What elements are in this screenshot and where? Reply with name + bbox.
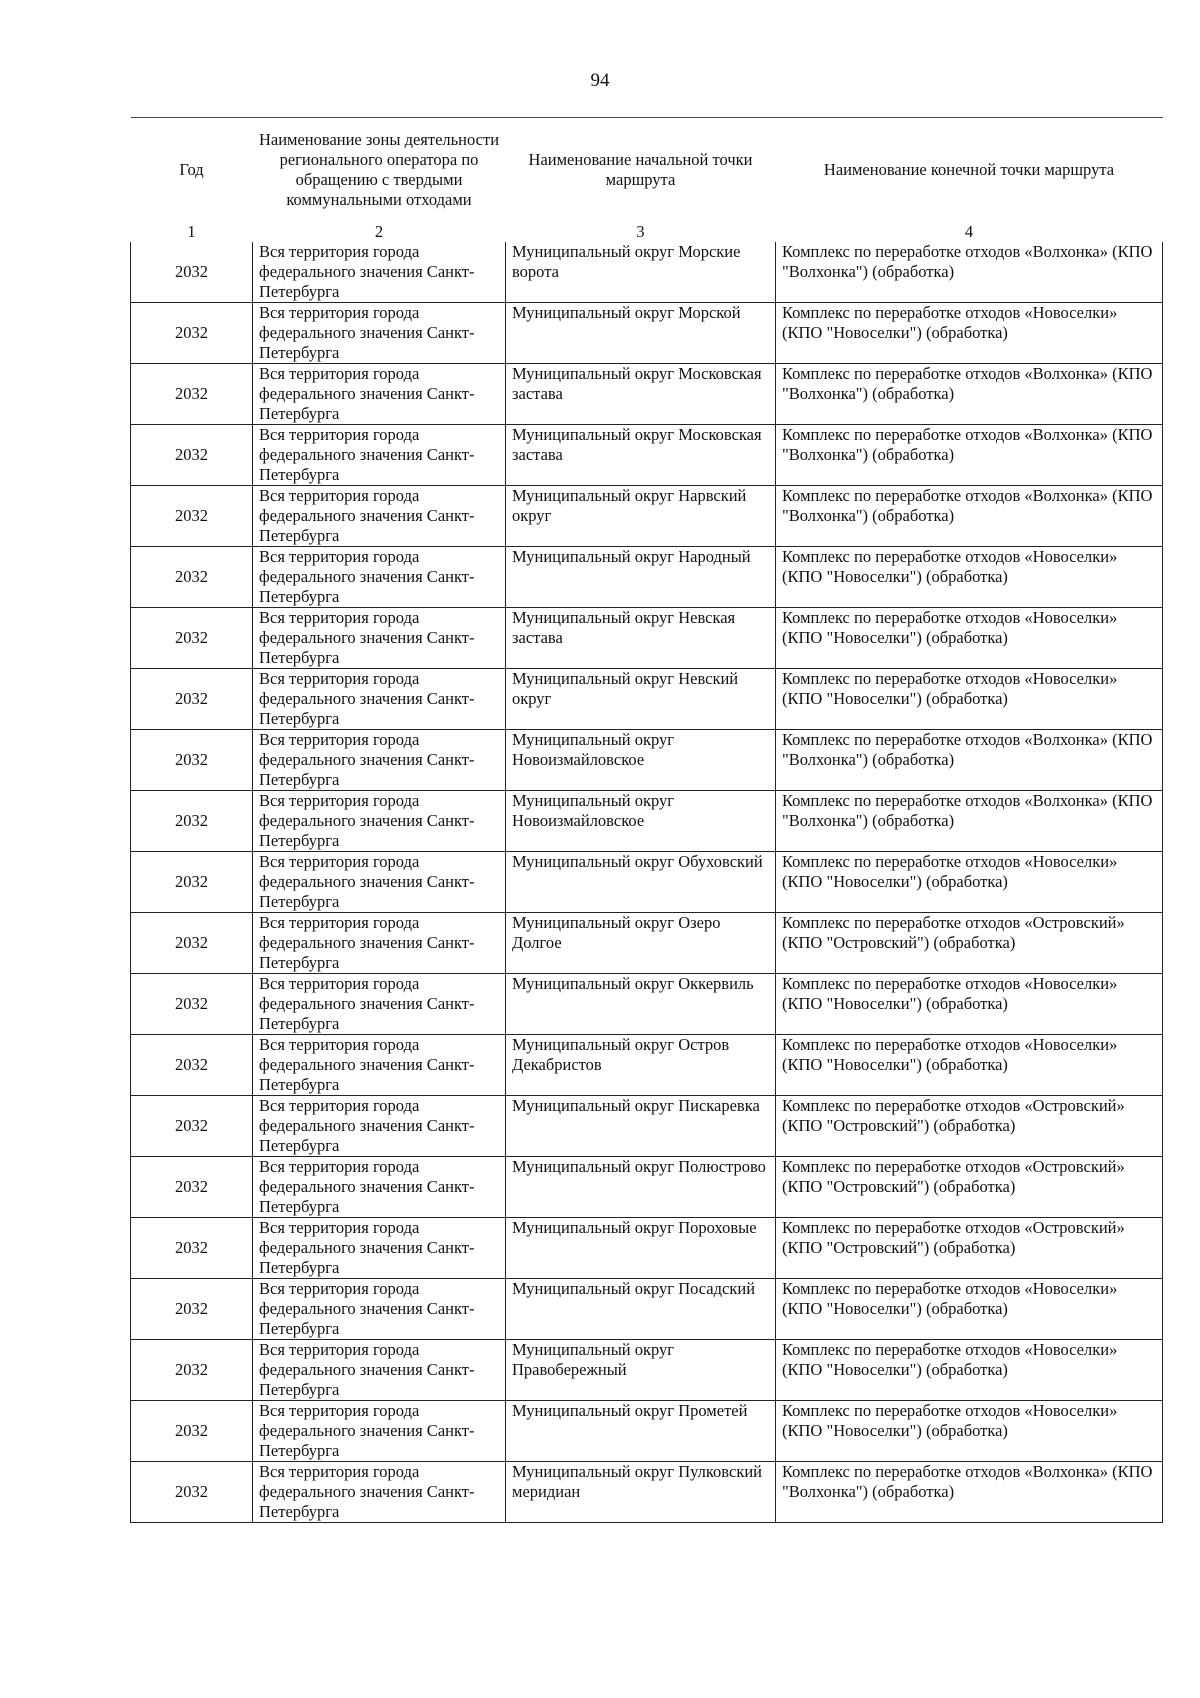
- start-point-cell: Муниципальный округ Пулковский меридиан: [506, 1462, 776, 1523]
- end-point-cell: Комплекс по переработке отходов «Островский» (КПО "Островский") (обработка): [776, 1157, 1163, 1218]
- start-point-cell: Муниципальный округ Морской: [506, 303, 776, 364]
- start-point-cell: Муниципальный округ Нарвский округ: [506, 486, 776, 547]
- table-row: [131, 913, 1163, 974]
- end-point-cell: Комплекс по переработке отходов «Островский» (КПО "Островский") (обработка): [776, 1096, 1163, 1157]
- zone-cell: Вся территория города федерального значения Санкт-Петербурга: [253, 1401, 506, 1462]
- end-point-cell: Комплекс по переработке отходов «Волхонка» (КПО "Волхонка") (обработка): [776, 791, 1163, 852]
- start-point-cell: Муниципальный округ Озеро Долгое: [506, 913, 776, 974]
- start-point-cell: Муниципальный округ Новоизмайловское: [506, 730, 776, 791]
- table-row: [131, 1401, 1163, 1462]
- table-row: [131, 608, 1163, 669]
- table-row: [131, 364, 1163, 425]
- year-cell: 2032: [131, 974, 253, 1035]
- year-cell: 2032: [131, 791, 253, 852]
- end-point-cell: Комплекс по переработке отходов «Новоселки» (КПО "Новоселки") (обработка): [776, 1340, 1163, 1401]
- zone-cell: Вся территория города федерального значения Санкт-Петербурга: [253, 913, 506, 974]
- year-cell: 2032: [131, 1462, 253, 1523]
- zone-cell: Вся территория города федерального значения Санкт-Петербурга: [253, 974, 506, 1035]
- year-cell: 2032: [131, 913, 253, 974]
- zone-cell: Вся территория города федерального значения Санкт-Петербурга: [253, 425, 506, 486]
- start-point-cell: Муниципальный округ Невская застава: [506, 608, 776, 669]
- table-row: [131, 547, 1163, 608]
- start-point-cell: Муниципальный округ Московская застава: [506, 425, 776, 486]
- zone-cell: Вся территория города федерального значения Санкт-Петербурга: [253, 608, 506, 669]
- zone-cell: Вся территория города федерального значения Санкт-Петербурга: [253, 669, 506, 730]
- end-point-cell: Комплекс по переработке отходов «Новоселки» (КПО "Новоселки") (обработка): [776, 608, 1163, 669]
- header-end-point: Наименование конечной точки маршрута: [776, 118, 1163, 223]
- page-number: 94: [590, 70, 610, 91]
- start-point-cell: Муниципальный округ Невский округ: [506, 669, 776, 730]
- table-row: [131, 486, 1163, 547]
- start-point-cell: Муниципальный округ Правобережный: [506, 1340, 776, 1401]
- table-row: [131, 1218, 1163, 1279]
- zone-cell: Вся территория города федерального значения Санкт-Петербурга: [253, 364, 506, 425]
- zone-cell: Вся территория города федерального значения Санкт-Петербурга: [253, 1157, 506, 1218]
- zone-cell: Вся территория города федерального значения Санкт-Петербурга: [253, 547, 506, 608]
- year-cell: 2032: [131, 1279, 253, 1340]
- column-number-row: [131, 222, 1163, 242]
- year-cell: 2032: [131, 425, 253, 486]
- column-number-4: 4: [964, 222, 974, 241]
- year-cell: 2032: [131, 730, 253, 791]
- year-cell: 2032: [131, 486, 253, 547]
- end-point-cell: Комплекс по переработке отходов «Волхонка» (КПО "Волхонка") (обработка): [776, 364, 1163, 425]
- table-row: [131, 1279, 1163, 1340]
- end-point-cell: Комплекс по переработке отходов «Новоселки» (КПО "Новоселки") (обработка): [776, 669, 1163, 730]
- end-point-cell: Комплекс по переработке отходов «Волхонка» (КПО "Волхонка") (обработка): [776, 1462, 1163, 1523]
- table-row: [131, 1462, 1163, 1523]
- table-row: [131, 242, 1163, 303]
- end-point-cell: Комплекс по переработке отходов «Волхонка» (КПО "Волхонка") (обработка): [776, 242, 1163, 303]
- end-point-cell: Комплекс по переработке отходов «Новоселки» (КПО "Новоселки") (обработка): [776, 547, 1163, 608]
- start-point-cell: Муниципальный округ Новоизмайловское: [506, 791, 776, 852]
- zone-cell: Вся территория города федерального значения Санкт-Петербурга: [253, 852, 506, 913]
- zone-cell: Вся территория города федерального значения Санкт-Петербурга: [253, 791, 506, 852]
- header-zone: Наименование зоны деятельности регионального оператора по обращению с твердыми коммунальными отходами: [253, 118, 506, 223]
- year-cell: 2032: [131, 303, 253, 364]
- year-cell: 2032: [131, 1340, 253, 1401]
- start-point-cell: Муниципальный округ Обуховский: [506, 852, 776, 913]
- zone-cell: Вся территория города федерального значения Санкт-Петербурга: [253, 1462, 506, 1523]
- header-year: Год: [131, 118, 253, 223]
- year-cell: 2032: [131, 608, 253, 669]
- table-row: [131, 669, 1163, 730]
- column-number-3: 3: [636, 222, 645, 241]
- year-cell: 2032: [131, 1157, 253, 1218]
- end-point-cell: Комплекс по переработке отходов «Островский» (КПО "Островский") (обработка): [776, 913, 1163, 974]
- table-body: [131, 242, 1163, 1523]
- column-number-2: 2: [374, 222, 384, 241]
- end-point-cell: Комплекс по переработке отходов «Волхонка» (КПО "Волхонка") (обработка): [776, 486, 1163, 547]
- end-point-cell: Комплекс по переработке отходов «Новоселки» (КПО "Новоселки") (обработка): [776, 1279, 1163, 1340]
- year-cell: 2032: [131, 669, 253, 730]
- year-cell: 2032: [131, 1218, 253, 1279]
- zone-cell: Вся территория города федерального значения Санкт-Петербурга: [253, 486, 506, 547]
- end-point-cell: Комплекс по переработке отходов «Новоселки» (КПО "Новоселки") (обработка): [776, 974, 1163, 1035]
- table-row: [131, 1340, 1163, 1401]
- table-row: [131, 1157, 1163, 1218]
- end-point-cell: Комплекс по переработке отходов «Островский» (КПО "Островский") (обработка): [776, 1218, 1163, 1279]
- header-start-point: Наименование начальной точки маршрута: [506, 118, 776, 223]
- table-header: [131, 118, 1163, 243]
- table-row: [131, 303, 1163, 364]
- zone-cell: Вся территория города федерального значения Санкт-Петербурга: [253, 1218, 506, 1279]
- table-row: [131, 791, 1163, 852]
- zone-cell: Вся территория города федерального значения Санкт-Петербурга: [253, 1279, 506, 1340]
- end-point-cell: Комплекс по переработке отходов «Новоселки» (КПО "Новоселки") (обработка): [776, 1401, 1163, 1462]
- table-row: [131, 1035, 1163, 1096]
- start-point-cell: Муниципальный округ Остров Декабристов: [506, 1035, 776, 1096]
- start-point-cell: Муниципальный округ Оккервиль: [506, 974, 776, 1035]
- start-point-cell: Муниципальный округ Полюстрово: [506, 1157, 776, 1218]
- year-cell: 2032: [131, 242, 253, 303]
- zone-cell: Вся территория города федерального значения Санкт-Петербурга: [253, 1096, 506, 1157]
- table-row: [131, 974, 1163, 1035]
- year-cell: 2032: [131, 547, 253, 608]
- routes-table: [130, 117, 1163, 1523]
- year-cell: 2032: [131, 1096, 253, 1157]
- start-point-cell: Муниципальный округ Пороховые: [506, 1218, 776, 1279]
- end-point-cell: Комплекс по переработке отходов «Новоселки» (КПО "Новоселки") (обработка): [776, 1035, 1163, 1096]
- table-row: [131, 852, 1163, 913]
- zone-cell: Вся территория города федерального значения Санкт-Петербурга: [253, 1340, 506, 1401]
- table-row: [131, 425, 1163, 486]
- column-number-1: 1: [187, 222, 196, 241]
- end-point-cell: Комплекс по переработке отходов «Волхонка» (КПО "Волхонка") (обработка): [776, 425, 1163, 486]
- year-cell: 2032: [131, 1401, 253, 1462]
- start-point-cell: Муниципальный округ Пискаревка: [506, 1096, 776, 1157]
- year-cell: 2032: [131, 852, 253, 913]
- start-point-cell: Муниципальный округ Прометей: [506, 1401, 776, 1462]
- zone-cell: Вся территория города федерального значения Санкт-Петербурга: [253, 303, 506, 364]
- zone-cell: Вся территория города федерального значения Санкт-Петербурга: [253, 1035, 506, 1096]
- start-point-cell: Муниципальный округ Морские ворота: [506, 242, 776, 303]
- zone-cell: Вся территория города федерального значения Санкт-Петербурга: [253, 242, 506, 303]
- year-cell: 2032: [131, 364, 253, 425]
- end-point-cell: Комплекс по переработке отходов «Новоселки» (КПО "Новоселки") (обработка): [776, 852, 1163, 913]
- start-point-cell: Муниципальный округ Московская застава: [506, 364, 776, 425]
- table-row: [131, 1096, 1163, 1157]
- start-point-cell: Муниципальный округ Посадский: [506, 1279, 776, 1340]
- start-point-cell: Муниципальный округ Народный: [506, 547, 776, 608]
- end-point-cell: Комплекс по переработке отходов «Волхонка» (КПО "Волхонка") (обработка): [776, 730, 1163, 791]
- end-point-cell: Комплекс по переработке отходов «Новоселки» (КПО "Новоселки") (обработка): [776, 303, 1163, 364]
- year-cell: 2032: [131, 1035, 253, 1096]
- table-row: [131, 730, 1163, 791]
- header-row: [131, 118, 1163, 223]
- zone-cell: Вся территория города федерального значения Санкт-Петербурга: [253, 730, 506, 791]
